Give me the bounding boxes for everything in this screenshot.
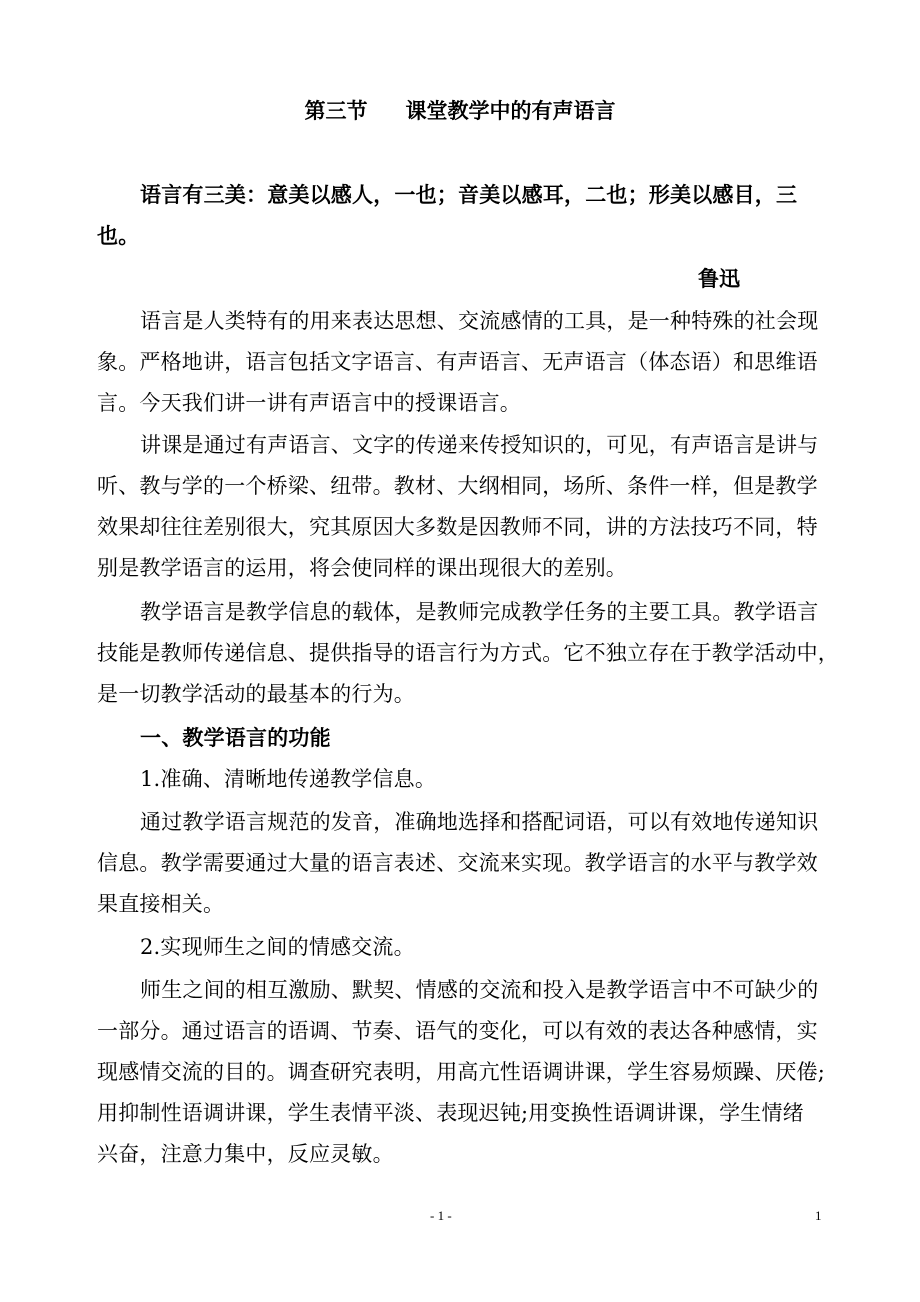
item-2-line-5: 兴奋，注意力集中，反应灵敏。 xyxy=(97,1142,394,1166)
page-number: 1 xyxy=(815,1208,822,1223)
item-1-line-2: 信息。教学需要通过大量的语言表述、交流来实现。教学语言的水平与教学效 xyxy=(97,851,818,875)
paragraph-2-line-1: 讲课是通过有声语言、文字的传递来传授知识的，可见，有声语言是讲与 xyxy=(140,433,819,457)
page-title xyxy=(0,96,920,126)
item-1-line-3: 果直接相关。 xyxy=(97,892,225,916)
paragraph-3-line-3: 是一切教学活动的最基本的行为。 xyxy=(97,682,415,706)
paragraph-3-line-2: 技能是教师传递信息、提供指导的语言行为方式。它不独立存在于教学活动中， xyxy=(97,641,839,665)
item-2-line-4: 用抑制性语调讲课，学生表情平淡、表现迟钝;用变换性语调讲课，学生情绪 xyxy=(97,1101,804,1125)
title-section: 第三节 xyxy=(304,98,368,123)
item-2-line-2: 一部分。通过语言的语调、节奏、语气的变化，可以有效的表达各种感情，实 xyxy=(97,1019,818,1043)
item-2-line-3: 现感情交流的目的。调查研究表明，用高亢性语调讲课，学生容易烦躁、厌倦; xyxy=(97,1060,826,1084)
item-1-heading: 1.准确、清晰地传递教学信息。 xyxy=(140,767,437,791)
item-2-line-1: 师生之间的相互激励、默契、情感的交流和投入是教学语言中不可缺少的 xyxy=(140,978,819,1002)
item-2-heading: 2.实现师生之间的情感交流。 xyxy=(140,935,415,959)
epigraph-author: 鲁迅 xyxy=(698,266,740,291)
paragraph-2-line-3: 效果却往往差别很大，究其原因大多数是因教师不同，讲的方法技巧不同，特 xyxy=(97,515,818,539)
paragraph-1-line-1: 语言是人类特有的用来表达思想、交流感情的工具，是一种特殊的社会现 xyxy=(140,309,819,333)
paragraph-1-line-3: 言。今天我们讲一讲有声语言中的授课语言。 xyxy=(97,391,521,415)
epigraph-line-1: 语言有三美：意美以感人，一也；音美以感耳，二也；形美以感目，三 xyxy=(140,182,798,207)
title-main: 课堂教学中的有声语言 xyxy=(405,98,616,123)
paragraph-1-line-2: 象。严格地讲，语言包括文字语言、有声语言、无声语言（体态语）和思维语 xyxy=(97,350,818,374)
paragraph-2-line-4: 别是教学语言的运用，将会使同样的课出现很大的差别。 xyxy=(97,556,627,580)
page-footer-label: - 1 - xyxy=(430,1208,452,1223)
paragraph-3-line-1: 教学语言是教学信息的载体，是教师完成教学任务的主要工具。教学语言 xyxy=(140,600,819,624)
section-heading: 一、教学语言的功能 xyxy=(140,725,331,750)
paragraph-2-line-2: 听、教与学的一个桥梁、纽带。教材、大纲相同，场所、条件一样，但是教学 xyxy=(97,474,818,498)
epigraph-line-2: 也。 xyxy=(97,223,140,248)
item-1-line-1: 通过教学语言规范的发音，准确地选择和搭配词语，可以有效地传递知识 xyxy=(140,810,819,834)
